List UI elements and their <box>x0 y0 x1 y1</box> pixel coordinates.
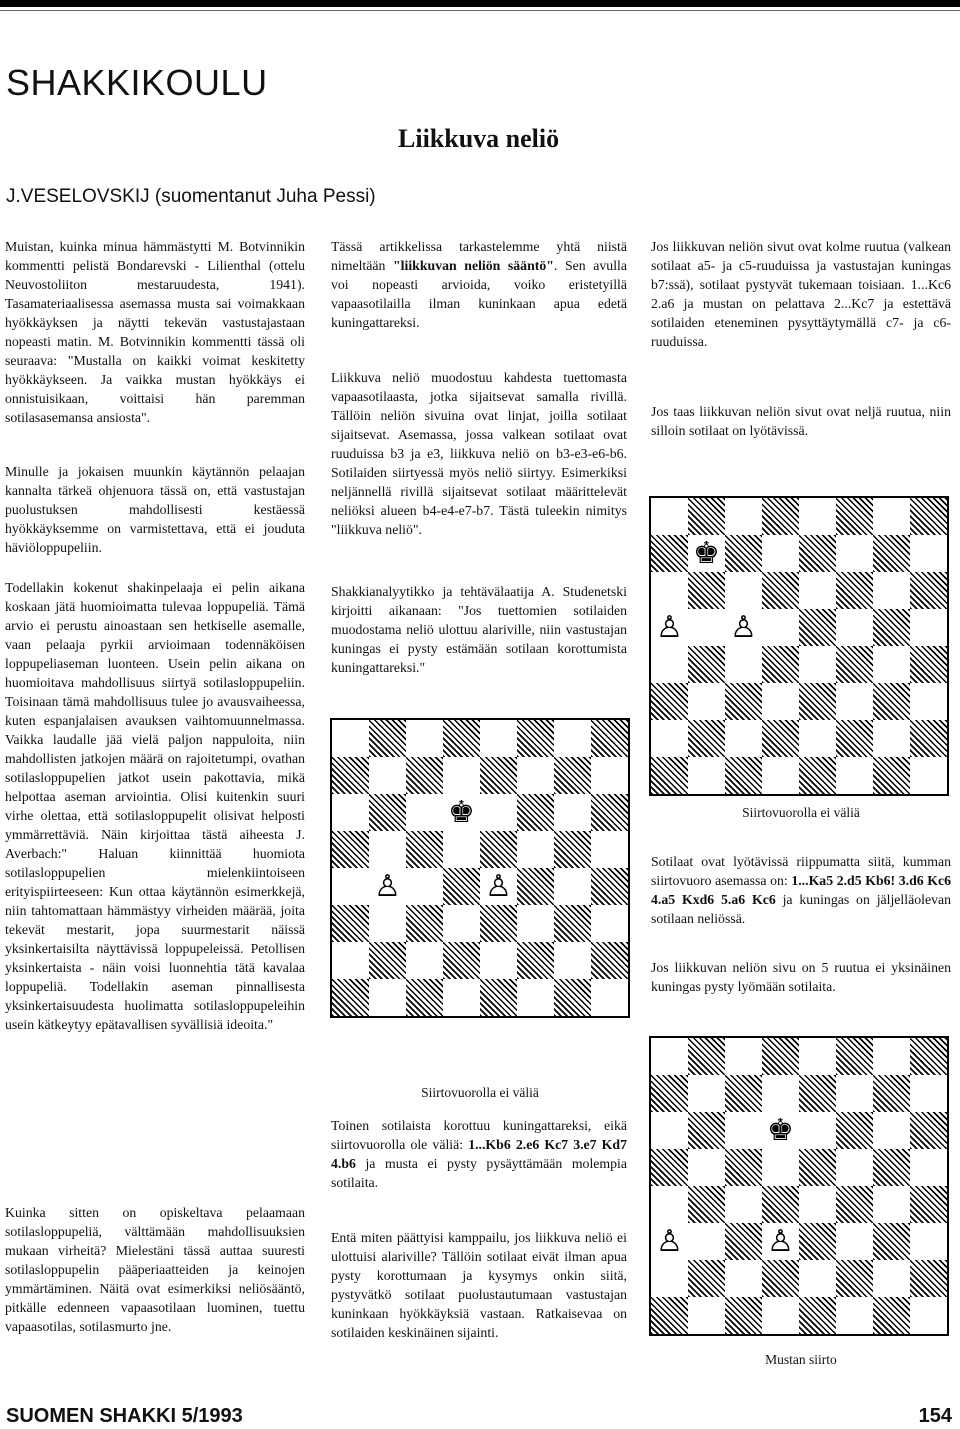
light-square <box>332 720 369 757</box>
dark-square <box>762 572 799 609</box>
dark-square <box>688 1260 725 1297</box>
col3-p3-text-b: ja kuningas on jäljelläolevan sotilaan neliössä. <box>651 892 952 926</box>
dark-square <box>910 1112 947 1149</box>
light-square <box>910 757 947 794</box>
dark-square <box>910 498 947 535</box>
col2-moves-bold: 1...Kb6 2.e6 Kc7 3.e7 Kd7 4.b6 <box>331 1137 627 1171</box>
white-pawn-icon: ♙ <box>369 868 406 905</box>
col3-paragraph-1: Jos liikkuvan neliön sivut ovat kolme ruutua (valkean sotilaat a5- ja c5-ruuduissa ja vastustajan kuningas b7:ssä), sotilaat pystyvät tukemaan toisiaan. 1...Kc6 2.a6 ja mustan on pelattava 2...Kc7 ja estettävä sotilaiden eteneminen pysyttäytymällä c7- ja c6-ruuduissa. <box>651 239 951 349</box>
light-square <box>725 720 762 757</box>
dark-square <box>517 720 554 757</box>
light-square <box>836 757 873 794</box>
light-square <box>910 535 947 572</box>
light-square <box>554 942 591 979</box>
light-square <box>332 942 369 979</box>
light-square <box>762 683 799 720</box>
top-rule <box>0 0 960 7</box>
white-pawn-icon: ♙ <box>651 1223 688 1260</box>
col3-paragraph-3 <box>651 852 951 928</box>
col3-paragraph-4: Jos liikkuvan neliön sivu on 5 ruutua ei yksinäinen kuningas pysty lyömään sotilaita. <box>651 960 951 994</box>
dark-square <box>369 794 406 831</box>
dark-square <box>651 1075 688 1112</box>
col3-p3-text: Sotilaat ovat lyötävissä riippumatta siitä, kumman siirtovuoro asemassa on: <box>651 854 951 888</box>
light-square <box>836 1223 873 1260</box>
dark-square <box>688 1038 725 1075</box>
col2-p4-text-b: ja musta ei pysty pysäyttämään molempia sotilaita. <box>331 1156 627 1190</box>
light-square <box>873 1260 910 1297</box>
top-thin-rule <box>0 10 960 11</box>
light-square <box>369 757 406 794</box>
light-square <box>688 1297 725 1334</box>
light-square <box>480 720 517 757</box>
light-square <box>651 1038 688 1075</box>
dark-square <box>836 498 873 535</box>
light-square <box>836 1297 873 1334</box>
dark-square <box>799 757 836 794</box>
section-title: SHAKKIKOULU <box>6 62 268 103</box>
light-square <box>762 1149 799 1186</box>
diagram-right-bottom-caption: Mustan siirto <box>765 1352 837 1367</box>
dark-square <box>725 535 762 572</box>
black-king-icon: ♚ <box>688 535 725 572</box>
dark-square <box>910 646 947 683</box>
dark-square <box>836 1112 873 1149</box>
light-square <box>873 1038 910 1075</box>
light-square <box>762 757 799 794</box>
col1-paragraph-3: Todellakin kokenut shakinpelaaja ei pelin aikana koskaan jätä huomioimatta tulevaa loppupeliä. Tämä arvio ei perustu ainoastaan sen hetkiselle asemalle, vaan pelaaja pyrkii arvioimaan todennäköisen loppupeliaseman luonteen. Usein pelin aikana on huomioitava mahdollisuus siirtyä sotilasloppupeliin. Toisinaan tämä mahdollisuus tulee jo avausvaiheessa, kuten espanjalaisen avauksen vaihtomuunnelmassa. Vaikka laudalle jää vielä paljon nappuloita, niin mahdollisten jatkojen määrä on rajoitetumpi, ovathan sotilasloppupelien jatkot usein pakottavia, mikä helpottaa aseman arviointia. Olisi kuitenkin suuri virhe olettaa, että sotilasloppupelit olisivat helposti ymmärrettäviä. Näin kirjoittaa tästä aiheesta J. Averbach:" Haluan kiinnittää huomiota sotilasloppupelien mielenkiintoiseen erityispiirteeseen: Kun ottaa käytännön esimerkkejä, niin tahtomattaan hämmästyy virheiden määrää, joita tekevät mestarit, jopa suurmestarit näissä yksinkertaisilta näyttävissä loppupeleissä. Petollisen yksinkertaista - näin voisi luonnehtia tätä kavalaa loppupeliä. Todellakin aseman pinnallisesta yksinkertaisuudesta huolimatta sotilasloppupeleihin usein kätkeytyy epätavallisen syvällisiä ideoita." <box>5 580 305 1032</box>
dark-square <box>836 572 873 609</box>
col2-p1-text-b: . Sen avulla voi nopeasti arvioida, voiko eristetyillä vapaasotilailla ilman kuninkaan apua edetä kuningattareksi. <box>331 258 627 330</box>
dark-square <box>799 1297 836 1334</box>
dark-square <box>554 979 591 1016</box>
col2-p1-text: Tässä artikkelissa tarkastelemme yhtä niistä nimeltään <box>331 239 627 273</box>
light-square <box>554 794 591 831</box>
light-square <box>332 794 369 831</box>
light-square <box>725 572 762 609</box>
light-square <box>873 646 910 683</box>
dark-square <box>873 1149 910 1186</box>
dark-square <box>651 1149 688 1186</box>
dark-square <box>369 942 406 979</box>
light-square <box>591 979 628 1016</box>
col2-paragraph-5: Entä miten päättyisi kamppailu, jos liikkuva neliö ei ulottuisi alariville? Tällöin sotilaat eivät ilman apua pysty korottumaan ja kysymys onkin siitä, pystyvätkö sotilaat puolustautumaan vastustajan kuninkaan hyökkäyksiä vastaan. Ratkaisevaa on sotilaiden keskinäinen sijainti. <box>331 1230 627 1340</box>
light-square <box>688 1075 725 1112</box>
page-number: 154 <box>918 1405 952 1427</box>
light-square <box>651 1186 688 1223</box>
light-square <box>873 572 910 609</box>
dark-square <box>443 868 480 905</box>
dark-square <box>688 720 725 757</box>
dark-square <box>406 757 443 794</box>
dark-square <box>688 498 725 535</box>
white-pawn-icon: ♙ <box>762 1223 799 1260</box>
light-square <box>910 1149 947 1186</box>
dark-square <box>873 1223 910 1260</box>
white-pawn-icon: ♙ <box>480 868 517 905</box>
light-square <box>517 757 554 794</box>
dark-square <box>836 1038 873 1075</box>
dark-square <box>332 831 369 868</box>
light-square <box>762 1297 799 1334</box>
light-square <box>406 720 443 757</box>
light-square <box>836 1149 873 1186</box>
dark-square <box>517 794 554 831</box>
light-square <box>910 1297 947 1334</box>
light-square <box>836 683 873 720</box>
light-square <box>873 720 910 757</box>
dark-square <box>688 1112 725 1149</box>
dark-square <box>799 1223 836 1260</box>
light-square <box>725 1038 762 1075</box>
light-square <box>688 757 725 794</box>
light-square <box>799 1186 836 1223</box>
light-square <box>873 498 910 535</box>
light-square <box>591 831 628 868</box>
dark-square <box>910 1186 947 1223</box>
dark-square <box>725 1297 762 1334</box>
light-square <box>517 831 554 868</box>
light-square <box>651 646 688 683</box>
black-king-icon: ♚ <box>762 1112 799 1149</box>
light-square <box>725 498 762 535</box>
col1-paragraph-1: Muistan, kuinka minua hämmästytti M. Botvinnikin kommentti pelistä Bondarevski - Lilienthal (ottelu Neuvostoliiton mestaruudesta, 1941). Tasamateriaalisessa asemassa musta sai voimakkaan hyökkäyksen ja näytti tekevän vastustajastaan nopeasti matin. M. Botvinnikin kommentti tässä oli seuraava: "Mustalla on kaikki voimat keskitetty hyökkäykseen. Ja vaikka mustan hyökkäys ei onnistuisikaan, voittaisi hän paremman sotilasasemansa ansiosta". <box>5 239 305 425</box>
light-square <box>480 794 517 831</box>
light-square <box>725 1260 762 1297</box>
light-square <box>910 1223 947 1260</box>
diagram-right-bottom <box>649 1036 949 1336</box>
dark-square <box>836 1186 873 1223</box>
dark-square <box>651 535 688 572</box>
dark-square <box>406 831 443 868</box>
light-square <box>688 1223 725 1260</box>
dark-square <box>443 942 480 979</box>
col2-p4-text: Toinen sotilaista korottuu kuningattareksi, eikä siirtovuorolla ole väliä: <box>331 1118 627 1152</box>
light-square <box>651 720 688 757</box>
dark-square <box>651 1297 688 1334</box>
light-square <box>443 831 480 868</box>
dark-square <box>725 1149 762 1186</box>
light-square <box>799 720 836 757</box>
light-square <box>480 942 517 979</box>
dark-square <box>688 572 725 609</box>
article-title: Liikkuva neliö <box>398 124 560 153</box>
dark-square <box>480 757 517 794</box>
dark-square <box>762 498 799 535</box>
light-square <box>369 831 406 868</box>
dark-square <box>799 535 836 572</box>
dark-square <box>554 757 591 794</box>
light-square <box>688 1149 725 1186</box>
light-square <box>406 794 443 831</box>
light-square <box>799 646 836 683</box>
light-square <box>443 757 480 794</box>
light-square <box>332 868 369 905</box>
dark-square <box>332 757 369 794</box>
dark-square <box>517 942 554 979</box>
dark-square <box>873 1075 910 1112</box>
dark-square <box>873 535 910 572</box>
dark-square <box>910 572 947 609</box>
dark-square <box>688 1186 725 1223</box>
dark-square <box>554 831 591 868</box>
dark-square <box>873 683 910 720</box>
dark-square <box>554 905 591 942</box>
dark-square <box>443 720 480 757</box>
light-square <box>762 535 799 572</box>
dark-square <box>762 720 799 757</box>
light-square <box>406 942 443 979</box>
light-square <box>873 1112 910 1149</box>
light-square <box>651 1112 688 1149</box>
dark-square <box>725 757 762 794</box>
diagram-left-caption: Siirtovuorolla ei väliä <box>421 1085 539 1100</box>
diagram-right-top <box>649 496 949 796</box>
light-square <box>910 1075 947 1112</box>
diagram-left <box>330 718 630 1018</box>
light-square <box>369 905 406 942</box>
journal-footer: SUOMEN SHAKKI 5/1993 <box>6 1405 243 1427</box>
dark-square <box>873 757 910 794</box>
dark-square <box>591 720 628 757</box>
light-square <box>910 609 947 646</box>
dark-square <box>910 720 947 757</box>
dark-square <box>836 646 873 683</box>
black-king-icon: ♚ <box>443 794 480 831</box>
dark-square <box>480 905 517 942</box>
col3-moves-bold: 1...Ka5 2.d5 Kb6! 3.d6 Kc6 4.a5 Kxd6 5.a6 Kc6 <box>651 873 951 907</box>
dark-square <box>799 609 836 646</box>
light-square <box>799 572 836 609</box>
dark-square <box>873 609 910 646</box>
col2-paragraph-2: Liikkuva neliö muodostuu kahdesta tuettomasta vapaasotilaasta, jotka sijaitsevat samalla rivillä. Tällöin neliön sivuina ovat linjat, joilla sotilaat sijaitsevat. Asemassa, jossa valkean sotilaat ovat ruuduissa b3 ja e3, liikkuva neliö on b3-e3-e6-b6. Sotilaiden siirtyessä myös neliö siirtyy. Esimerkiksi neljännellä rivillä sijaitsevat sotilaat määrittelevät neliöksi alueen b4-e4-e7-b7. Tästä tuleekin nimitys "liikkuva neliö". <box>331 370 627 537</box>
dark-square <box>480 979 517 1016</box>
dark-square <box>762 1260 799 1297</box>
dark-square <box>406 979 443 1016</box>
dark-square <box>762 646 799 683</box>
white-pawn-icon: ♙ <box>725 609 762 646</box>
dark-square <box>725 1075 762 1112</box>
light-square <box>725 1112 762 1149</box>
col2-paragraph-4 <box>331 1116 627 1192</box>
dark-square <box>873 1297 910 1334</box>
light-square <box>443 979 480 1016</box>
dark-square <box>799 1149 836 1186</box>
light-square <box>799 1038 836 1075</box>
dark-square <box>910 1038 947 1075</box>
dark-square <box>910 1260 947 1297</box>
col2-paragraph-3: Shakkianalyytikko ja tehtävälaatija A. Studenetski kirjoitti aikanaan: "Jos tuettomien sotilaiden muodostama neliö ulottuu alariville, niin vastustajan kuningas ei pysty estämään sotilaan korottumista kuningattareksi." <box>331 584 627 675</box>
dark-square <box>725 1223 762 1260</box>
light-square <box>725 646 762 683</box>
light-square <box>688 609 725 646</box>
light-square <box>910 683 947 720</box>
dark-square <box>762 1186 799 1223</box>
light-square <box>651 498 688 535</box>
dark-square <box>332 905 369 942</box>
light-square <box>836 1075 873 1112</box>
dark-square <box>332 979 369 1016</box>
light-square <box>762 609 799 646</box>
light-square <box>443 905 480 942</box>
rule-name-bold: "liikkuvan neliön sääntö" <box>393 258 554 273</box>
col3-paragraph-2: Jos taas liikkuvan neliön sivut ovat neljä ruutua, niin silloin sotilaat on lyötävissä. <box>651 404 951 438</box>
light-square <box>651 1260 688 1297</box>
light-square <box>799 498 836 535</box>
dark-square <box>591 868 628 905</box>
light-square <box>591 905 628 942</box>
light-square <box>836 535 873 572</box>
light-square <box>651 572 688 609</box>
col1-paragraph-4: Kuinka sitten on opiskeltava pelaamaan sotilasloppupeliä, välttämään mahdollisuuksien mukaan virheitä? Mielestäni tässä auttaa suuresti sotilasloppupelin pääperiaatteiden ja keinojen ymmärtäminen. Näitä ovat esimerkiksi neliösääntö, pitkälle edenneen vapaasotilaan luominen, tuettu vapaasotilas, sotilasmurto jne. <box>5 1205 305 1334</box>
light-square <box>406 868 443 905</box>
white-pawn-icon: ♙ <box>651 609 688 646</box>
dark-square <box>517 868 554 905</box>
dark-square <box>725 683 762 720</box>
light-square <box>836 609 873 646</box>
author-line: J.VESELOVSKIJ (suomentanut Juha Pessi) <box>6 186 376 207</box>
light-square <box>762 1075 799 1112</box>
light-square <box>554 868 591 905</box>
light-square <box>554 720 591 757</box>
light-square <box>799 1112 836 1149</box>
dark-square <box>836 720 873 757</box>
light-square <box>725 1186 762 1223</box>
light-square <box>517 979 554 1016</box>
col1-paragraph-2: Minulle ja jokaisen muunkin käytännön pelaajan kannalta tärkeä ohjenuora tässä on, että vastustajan puolustuksen mahdollisesti kestäessä hyökkäyksemme on varmistettava, että ei jouduta häviöloppupeliin. <box>5 464 305 555</box>
light-square <box>517 905 554 942</box>
diagram-right-top-caption: Siirtovuorolla ei väliä <box>742 805 860 820</box>
dark-square <box>591 942 628 979</box>
dark-square <box>799 1075 836 1112</box>
light-square <box>799 1260 836 1297</box>
dark-square <box>799 683 836 720</box>
dark-square <box>591 794 628 831</box>
light-square <box>369 979 406 1016</box>
light-square <box>591 757 628 794</box>
dark-square <box>406 905 443 942</box>
light-square <box>873 1186 910 1223</box>
dark-square <box>762 1038 799 1075</box>
dark-square <box>688 646 725 683</box>
light-square <box>688 683 725 720</box>
dark-square <box>369 720 406 757</box>
dark-square <box>651 683 688 720</box>
dark-square <box>836 1260 873 1297</box>
dark-square <box>480 831 517 868</box>
col2-paragraph-1 <box>331 237 627 332</box>
dark-square <box>651 757 688 794</box>
